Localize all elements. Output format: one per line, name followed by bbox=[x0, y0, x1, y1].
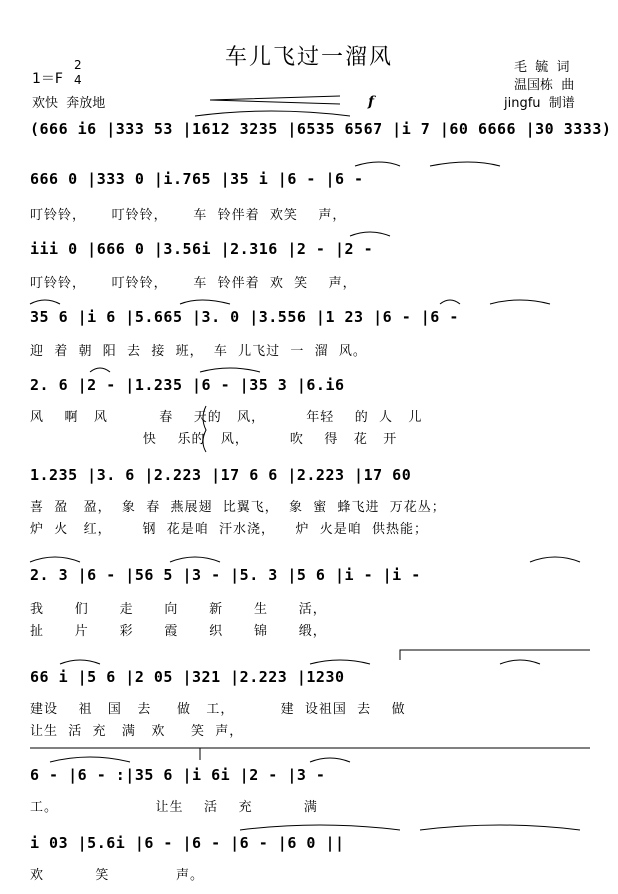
tempo-marking: 欢快 奔放地 bbox=[32, 96, 106, 111]
lyric-line: 我 们 走 向 新 生 活， bbox=[30, 602, 327, 617]
lyric-line: 炉 火 红， 钢 花是咱 汗水浇， 炉 火是咱 供热能； bbox=[30, 522, 429, 537]
notation-row-2: 666 0 |333 0 |i.765 |35 i |6 - |6 - bbox=[30, 170, 364, 188]
volta-bracket-1 bbox=[400, 650, 590, 660]
song-title: 车儿飞过一溜风 bbox=[224, 45, 393, 70]
notation-row-9: 6 - |6 - :|35 6 |i 6i |2 - |3 - bbox=[30, 766, 326, 784]
volta-bracket-2 bbox=[200, 748, 590, 760]
lyric-line: 建设 祖 国 去 做 工， 建 设祖国 去 做 bbox=[30, 702, 406, 717]
time-signature-top: 2 bbox=[74, 58, 82, 72]
slur bbox=[90, 368, 110, 372]
slur bbox=[310, 758, 350, 762]
notation-row-6: 1.235 |3. 6 |2.223 |17 6 6 |2.223 |17 60 bbox=[30, 466, 412, 484]
lyric-line: 叮铃铃， 叮铃铃， 车 铃伴着 欢 笑 声， bbox=[30, 276, 357, 291]
slur bbox=[180, 300, 230, 304]
lyricist-credit: 毛 毓 词 bbox=[514, 60, 570, 75]
key-signature: 1＝F bbox=[32, 71, 63, 87]
slur bbox=[195, 111, 350, 116]
lyric-line: 扯 片 彩 霞 织 锦 缎， bbox=[30, 624, 327, 639]
lyric-line: 喜 盈 盈， 象 春 燕展翅 比翼飞， 象 蜜 蜂飞进 万花丛； bbox=[30, 500, 446, 515]
time-signature-bottom: 4 bbox=[74, 73, 82, 87]
slur bbox=[490, 300, 550, 304]
slur bbox=[170, 557, 220, 562]
lyric-line: 工。 让生 活 充 满 bbox=[30, 800, 318, 815]
lyric-line: 欢 笑 声。 bbox=[30, 868, 205, 883]
lyric-line: 让生 活 充 满 欢 笑 声， bbox=[30, 724, 244, 739]
lyric-line: 风 啊 风 春 天的 风， 年轻 的 人 儿 bbox=[30, 410, 423, 425]
notation-row-7: 2. 3 |6 - |56 5 |3 - |5. 3 |5 6 |i - |i - bbox=[30, 566, 421, 584]
slur bbox=[350, 232, 390, 236]
slur bbox=[200, 368, 260, 372]
slur bbox=[430, 162, 500, 166]
dynamic-marking: f bbox=[368, 94, 375, 110]
notation-row-10: i 03 |5.6i |6 - |6 - |6 - |6 0 || bbox=[30, 834, 345, 852]
notation-row-1: (666 i6 |333 53 |1612 3235 |6535 6567 |i 7 |60 6666 |30 3333) bbox=[30, 120, 612, 138]
lyric-line: 迎 着 朝 阳 去 接 班， 车 儿飞过 一 溜 风。 bbox=[30, 344, 367, 359]
slur bbox=[60, 660, 100, 664]
notation-row-4: 35 6 |i 6 |5.665 |3. 0 |3.556 |1 23 |6 - |6 - bbox=[30, 308, 459, 326]
lyric-brace bbox=[203, 406, 206, 452]
crescendo-hairpin bbox=[210, 96, 340, 104]
notation-row-3: iii 0 |666 0 |3.56i |2.316 |2 - |2 - bbox=[30, 240, 374, 258]
lyric-line: 叮铃铃， 叮铃铃， 车 铃伴着 欢笑 声， bbox=[30, 208, 347, 223]
slur bbox=[310, 660, 370, 664]
notation-row-8: 66 i |5 6 |2 05 |321 |2.223 |1230 bbox=[30, 668, 345, 686]
lyric-line: 快 乐的 风， 吹 得 花 开 bbox=[30, 432, 398, 447]
composer-credit: 温国栋 曲 bbox=[514, 78, 575, 93]
slur bbox=[30, 300, 60, 304]
notation-row-5: 2. 6 |2 - |1.235 |6 - |35 3 |6.i6 bbox=[30, 376, 345, 394]
slur bbox=[50, 757, 130, 762]
slur bbox=[530, 557, 580, 562]
slur bbox=[355, 162, 400, 166]
slur bbox=[440, 300, 460, 304]
slur bbox=[30, 557, 80, 562]
slur bbox=[500, 660, 540, 664]
slur bbox=[420, 825, 580, 830]
slur bbox=[240, 825, 400, 830]
arranger-credit: jingfu 制谱 bbox=[504, 96, 575, 111]
